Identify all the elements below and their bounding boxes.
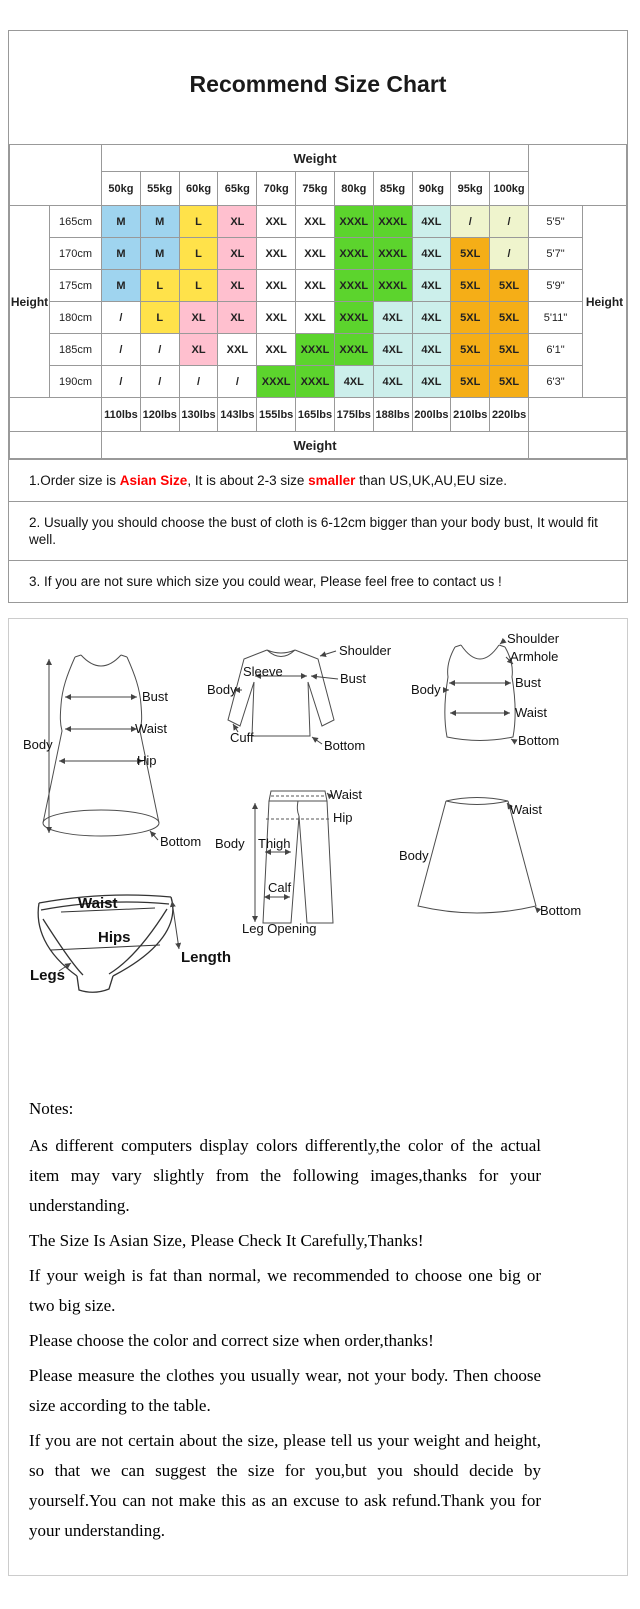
notes-paragraph: The Size Is Asian Size, Please Check It Carefully,Thanks!: [29, 1231, 424, 1250]
size-cell: XXL: [296, 270, 335, 302]
size-cell: XXL: [257, 334, 296, 366]
footnote-text: than US,UK,AU,EU size.: [355, 473, 507, 488]
height-cm-cell: 185cm: [50, 334, 102, 366]
vest-diagram: [411, 631, 560, 748]
table-row-weight-footer: [10, 432, 627, 459]
table-corner: [10, 432, 102, 459]
shirt-sleeve-label: Sleeve: [243, 664, 283, 679]
table-row-lbs: [10, 398, 627, 432]
footnote-text: 2. Usually you should choose the bust of cloth is 6-12cm bigger than your body bust, It would fit well.: [29, 515, 598, 547]
size-cell: XXL: [257, 302, 296, 334]
dress-bottom-leader: [150, 831, 158, 840]
vest-armhole-label: Armhole: [510, 649, 559, 664]
weight-header-top: Weight: [102, 145, 529, 172]
notes-paragraphs: [29, 1131, 541, 1546]
size-cell: /: [218, 366, 257, 398]
size-cell: 5XL: [490, 334, 529, 366]
skirt-bottom-leader: [535, 907, 539, 911]
shirt-shoulder-leader: [320, 651, 336, 656]
size-cell: 4XL: [412, 270, 451, 302]
size-cell: 4XL: [334, 366, 373, 398]
size-cell: /: [102, 366, 141, 398]
dress-hip-label: Hip: [137, 753, 157, 768]
size-cell: XXXL: [334, 238, 373, 270]
size-cell: XL: [218, 206, 257, 238]
vest-bottom-leader: [511, 739, 516, 742]
height-cm-cell: 175cm: [50, 270, 102, 302]
kg-cell: 100kg: [490, 172, 529, 206]
size-cell: 5XL: [451, 270, 490, 302]
pants-waist-leader: [327, 793, 329, 795]
table-corner: [529, 145, 627, 206]
lbs-cell: 220lbs: [490, 398, 529, 432]
dress-neckline: [81, 655, 121, 666]
briefs-crotch: [77, 976, 113, 992]
lbs-cell: 130lbs: [179, 398, 218, 432]
footnote-highlight: smaller: [308, 473, 356, 488]
kg-cell: 80kg: [334, 172, 373, 206]
height-cm-cell: 180cm: [50, 302, 102, 334]
lbs-cell: 110lbs: [102, 398, 141, 432]
size-cell: 5XL: [451, 334, 490, 366]
size-cell: L: [179, 270, 218, 302]
height-cm-cell: 170cm: [50, 238, 102, 270]
size-chart-footnotes: [9, 459, 627, 602]
skirt-body-label: Body: [399, 848, 429, 863]
briefs-length-line: [172, 901, 179, 949]
kg-cell: 55kg: [140, 172, 179, 206]
size-cell: M: [102, 238, 141, 270]
size-cell: XXXL: [296, 334, 335, 366]
height-label-right: Height: [583, 206, 627, 398]
lbs-cell: 120lbs: [140, 398, 179, 432]
skirt-diagram: [399, 798, 581, 919]
dress-bottom-label: Bottom: [160, 834, 202, 849]
table-corner: [529, 398, 627, 432]
size-cell: M: [102, 270, 141, 302]
lbs-cell: 200lbs: [412, 398, 451, 432]
shirt-bust-label: Bust: [340, 671, 367, 686]
kg-cell: 65kg: [218, 172, 257, 206]
shirt-bottom-label: Bottom: [324, 738, 366, 753]
briefs-hips-label: Hips: [98, 929, 131, 946]
height-ft-cell: 5'7": [529, 238, 583, 270]
pants-calf-label: Calf: [268, 880, 292, 895]
size-cell: /: [102, 334, 141, 366]
shirt-outline: [228, 650, 334, 736]
skirt-bottom-label: Bottom: [540, 903, 582, 918]
pants-thigh-label: Thigh: [258, 836, 291, 851]
briefs-length-label: Length: [181, 949, 231, 966]
shirt-bust-leader: [311, 676, 338, 679]
table-row-sizes: [10, 366, 627, 398]
kg-cell: 75kg: [296, 172, 335, 206]
shirt-neckline: [267, 650, 295, 657]
height-ft-cell: 5'5": [529, 206, 583, 238]
table-row-sizes: [10, 206, 627, 238]
size-cell: /: [179, 366, 218, 398]
vest-waist-label: Waist: [515, 705, 548, 720]
shirt-bottom-leader: [312, 737, 322, 744]
size-cell: XXXL: [257, 366, 296, 398]
height-cm-cell: 165cm: [50, 206, 102, 238]
size-cell: 5XL: [451, 302, 490, 334]
footnote-text: 1.Order size is: [29, 473, 120, 488]
kg-cell: 90kg: [412, 172, 451, 206]
lbs-cell: 210lbs: [451, 398, 490, 432]
size-cell: 4XL: [412, 302, 451, 334]
size-cell: XXL: [257, 238, 296, 270]
lbs-cell: 188lbs: [373, 398, 412, 432]
footnote-text: , It is about 2-3 size: [187, 473, 309, 488]
size-cell: XL: [218, 302, 257, 334]
size-cell: 5XL: [490, 366, 529, 398]
size-cell: 4XL: [373, 366, 412, 398]
size-cell: /: [140, 366, 179, 398]
table-row-sizes: [10, 270, 627, 302]
pants-leg-opening-label: Leg Opening: [242, 921, 317, 936]
size-cell: XL: [179, 302, 218, 334]
vest-bust-label: Bust: [515, 675, 542, 690]
skirt-waist-label: Waist: [510, 802, 543, 817]
table-corner: [10, 398, 102, 432]
kg-cell: 95kg: [451, 172, 490, 206]
notes-heading: Notes:: [29, 1099, 74, 1118]
vest-outline: [445, 647, 515, 741]
height-ft-cell: 5'9": [529, 270, 583, 302]
size-cell: XXXL: [296, 366, 335, 398]
briefs-legs-label: Legs: [30, 967, 66, 984]
size-cell: 5XL: [451, 366, 490, 398]
notes-paragraph: Please choose the color and correct size when order,thanks!: [29, 1331, 434, 1350]
size-chart-box: [8, 30, 628, 603]
measure-guide-box: [8, 618, 628, 1576]
briefs-left-edge: [38, 903, 77, 976]
pants-waist-label: Waist: [330, 787, 363, 802]
size-cell: XXL: [257, 206, 296, 238]
dress-waist-label: Waist: [135, 721, 168, 736]
size-cell: XXL: [296, 302, 335, 334]
vest-bottom-label: Bottom: [518, 733, 560, 748]
vest-shoulder-label: Shoulder: [507, 631, 560, 646]
notes-paragraph: As different computers display colors differently,the color of the actual item may vary slightly from the following images,thanks for your understanding.: [29, 1136, 541, 1215]
size-cell: XL: [179, 334, 218, 366]
size-cell: M: [102, 206, 141, 238]
size-cell: /: [490, 238, 529, 270]
height-label-left: Height: [10, 206, 50, 398]
kg-cell: 85kg: [373, 172, 412, 206]
weight-header-bottom: Weight: [102, 432, 529, 459]
skirt-waistband: [446, 798, 508, 805]
size-cell: XXL: [257, 270, 296, 302]
dress-body-label: Body: [23, 737, 53, 752]
size-cell: XXXL: [373, 238, 412, 270]
shirt-shoulder-label: Shoulder: [339, 643, 392, 658]
size-cell: XL: [218, 270, 257, 302]
size-cell: 4XL: [412, 366, 451, 398]
dress-hem: [43, 810, 159, 836]
size-cell: 5XL: [451, 238, 490, 270]
pants-fly: [297, 801, 299, 816]
dress-bust-label: Bust: [142, 689, 169, 704]
size-cell: XXXL: [373, 206, 412, 238]
size-cell: L: [140, 302, 179, 334]
size-cell: 5XL: [490, 302, 529, 334]
size-cell: M: [140, 206, 179, 238]
size-cell: XXXL: [334, 270, 373, 302]
notes-section: [9, 1049, 541, 1546]
briefs-diagram: [30, 895, 231, 992]
size-cell: XXXL: [334, 206, 373, 238]
footnote-highlight: Asian Size: [119, 473, 188, 488]
size-cell: /: [451, 206, 490, 238]
height-cm-cell: 190cm: [50, 366, 102, 398]
size-cell: XXL: [296, 206, 335, 238]
size-cell: 4XL: [373, 334, 412, 366]
size-cell: XXXL: [373, 270, 412, 302]
vest-neckline: [455, 645, 505, 659]
size-cell: XXXL: [334, 302, 373, 334]
size-cell: 4XL: [412, 238, 451, 270]
kg-cell: 60kg: [179, 172, 218, 206]
vest-shoulder-leader: [500, 640, 505, 644]
size-cell: L: [140, 270, 179, 302]
lbs-cell: 155lbs: [257, 398, 296, 432]
shirt-body-label: Body: [207, 682, 237, 697]
pants-hip-label: Hip: [333, 810, 353, 825]
size-cell: XL: [218, 238, 257, 270]
lbs-cell: 143lbs: [218, 398, 257, 432]
size-cell: L: [179, 206, 218, 238]
size-cell: 4XL: [412, 206, 451, 238]
dress-right-side: [127, 657, 159, 823]
table-row-weight-header: [10, 145, 627, 172]
lbs-cell: 165lbs: [296, 398, 335, 432]
size-cell: /: [140, 334, 179, 366]
size-chart-footnote: [9, 560, 627, 602]
size-cell: 5XL: [490, 270, 529, 302]
size-cell: 4XL: [373, 302, 412, 334]
size-cell: XXXL: [334, 334, 373, 366]
table-row-sizes: [10, 334, 627, 366]
size-chart-footnote: [9, 501, 627, 560]
pants-body-label: Body: [215, 836, 245, 851]
height-ft-cell: 6'1": [529, 334, 583, 366]
size-chart-table: [9, 144, 627, 459]
size-cell: M: [140, 238, 179, 270]
size-chart-footnote: [9, 459, 627, 501]
dress-diagram: [23, 655, 201, 849]
kg-cell: 50kg: [102, 172, 141, 206]
shirt-cuff-label: Cuff: [230, 730, 254, 745]
size-cell: /: [490, 206, 529, 238]
notes-paragraph: If your weigh is fat than normal, we recommended to choose one big or two big size.: [29, 1266, 541, 1315]
vest-body-label: Body: [411, 682, 441, 697]
shirt-diagram: [207, 643, 392, 753]
table-corner: [10, 145, 102, 206]
footnote-text: 3. If you are not sure which size you could wear, Please feel free to contact us !: [29, 574, 502, 589]
table-corner: [529, 432, 627, 459]
size-cell: XXL: [218, 334, 257, 366]
size-cell: XXL: [296, 238, 335, 270]
size-cell: /: [102, 302, 141, 334]
height-ft-cell: 5'11": [529, 302, 583, 334]
size-cell: L: [179, 238, 218, 270]
skirt-outline: [418, 801, 536, 913]
lbs-cell: 175lbs: [334, 398, 373, 432]
pants-diagram: [215, 787, 362, 936]
size-chart-title: Recommend Size Chart: [189, 71, 447, 97]
height-ft-cell: 6'3": [529, 366, 583, 398]
size-cell: 4XL: [412, 334, 451, 366]
notes-paragraph: Please measure the clothes you usually wear, not your body. Then choose size according to the table.: [29, 1366, 541, 1415]
kg-cell: 70kg: [257, 172, 296, 206]
garment-diagrams: [9, 619, 627, 1049]
notes-paragraph: If you are not certain about the size, please tell us your weight and height, so that we can suggest the size for you,but you should decide by yourself.You can not make this as an excuse to ask refund.Thank you for your understanding.: [29, 1431, 541, 1540]
table-row-sizes: [10, 302, 627, 334]
table-row-sizes: [10, 238, 627, 270]
briefs-waist-label: Waist: [78, 895, 118, 912]
